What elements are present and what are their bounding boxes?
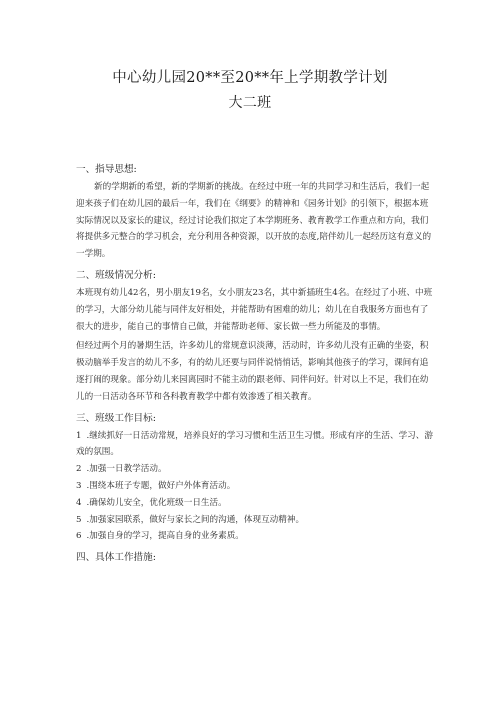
list-item-number: 6 xyxy=(76,531,82,542)
list-item xyxy=(76,495,436,512)
list-item-text: .继续抓好一日活动常规，培养良好的学习习惯和生活卫生习惯。形成有序的生活、学习、游戏的氛围。 xyxy=(76,430,433,458)
document-body xyxy=(76,160,436,567)
work-goals-list xyxy=(76,428,436,546)
list-item xyxy=(76,512,436,529)
list-item-number: 2 xyxy=(76,464,82,475)
list-item-text: .确保幼儿安全，优化班级一日生活。 xyxy=(86,497,227,508)
document-subtitle: 大二班 xyxy=(228,95,272,111)
list-item-number: 3 xyxy=(76,480,82,491)
paragraph-guiding-thought: 新的学期新的希望，新的学期新的挑战。在经过中班一年的共同学习和生活后，我们一起迎来孩子们在幼儿园的最后一年，我们在《纲要》的精神和《园务计划》的引领下，根据本班实际情况以及家长的建议，经过讨论我们拟定了本学期班务、教育教学工作重点和方向，我们将提供多元整合的学习机会，充分利用各种资源，以开放的态度,陪伴幼儿一起经历这有意义的一学期。 xyxy=(76,182,432,260)
list-item-text: .加强家园联系，做好与家长之间的沟通，体现互动精神。 xyxy=(86,514,305,525)
list-item-number: 4 xyxy=(76,497,82,508)
list-item-number: 1 xyxy=(76,430,82,441)
list-item-text: .加强一日教学活动。 xyxy=(86,464,167,475)
section-heading-work-goals: 三、班级工作目标: xyxy=(76,412,156,424)
section-heading-work-measures: 四、具体工作措施: xyxy=(76,552,156,564)
list-item-number: 5 xyxy=(76,514,82,525)
list-item xyxy=(76,528,436,545)
list-item xyxy=(76,461,436,478)
document-title: 中心幼儿园20**至20**年上学期教学计划 xyxy=(112,70,388,86)
list-item xyxy=(76,428,436,462)
list-item xyxy=(76,478,436,495)
section-heading-guiding-thought: 一、指导思想: xyxy=(76,164,137,175)
section-heading-class-analysis: 二、班级情况分析: xyxy=(76,269,156,281)
list-item-text: .加强自身的学习，提高自身的业务素质。 xyxy=(86,531,244,542)
paragraph-class-analysis-2: 但经过两个月的暑期生活，许多幼儿的常规意识淡薄，活动时，许多幼儿没有正确的坐姿，积极动脑举手发言的幼儿不多，有的幼儿还要与同伴说悄悄话，影响其他孩子的学习，课间有追逐打闹的现象。部分幼儿来园离园时不能主动的跟老师、同伴问好。针对以上不足，我们在幼儿的一日活动各环节和各科教育教学中都有效渗透了相关教育。 xyxy=(76,341,429,402)
list-item-text: .围绕本班子专题，做好户外体育活动。 xyxy=(86,480,236,491)
paragraph-class-analysis-1: 本班现有幼儿42名，男小朋友19名，女小朋友23名，其中新插班生4名。在经过了小班、中班的学习，大部分幼儿能与同伴友好相处，并能帮助有困难的幼儿；幼儿在自我服务方面也有了很大的进步，能自己的事情自己做，并能帮助老师、家长做一些力所能及的事情。 xyxy=(76,287,433,332)
